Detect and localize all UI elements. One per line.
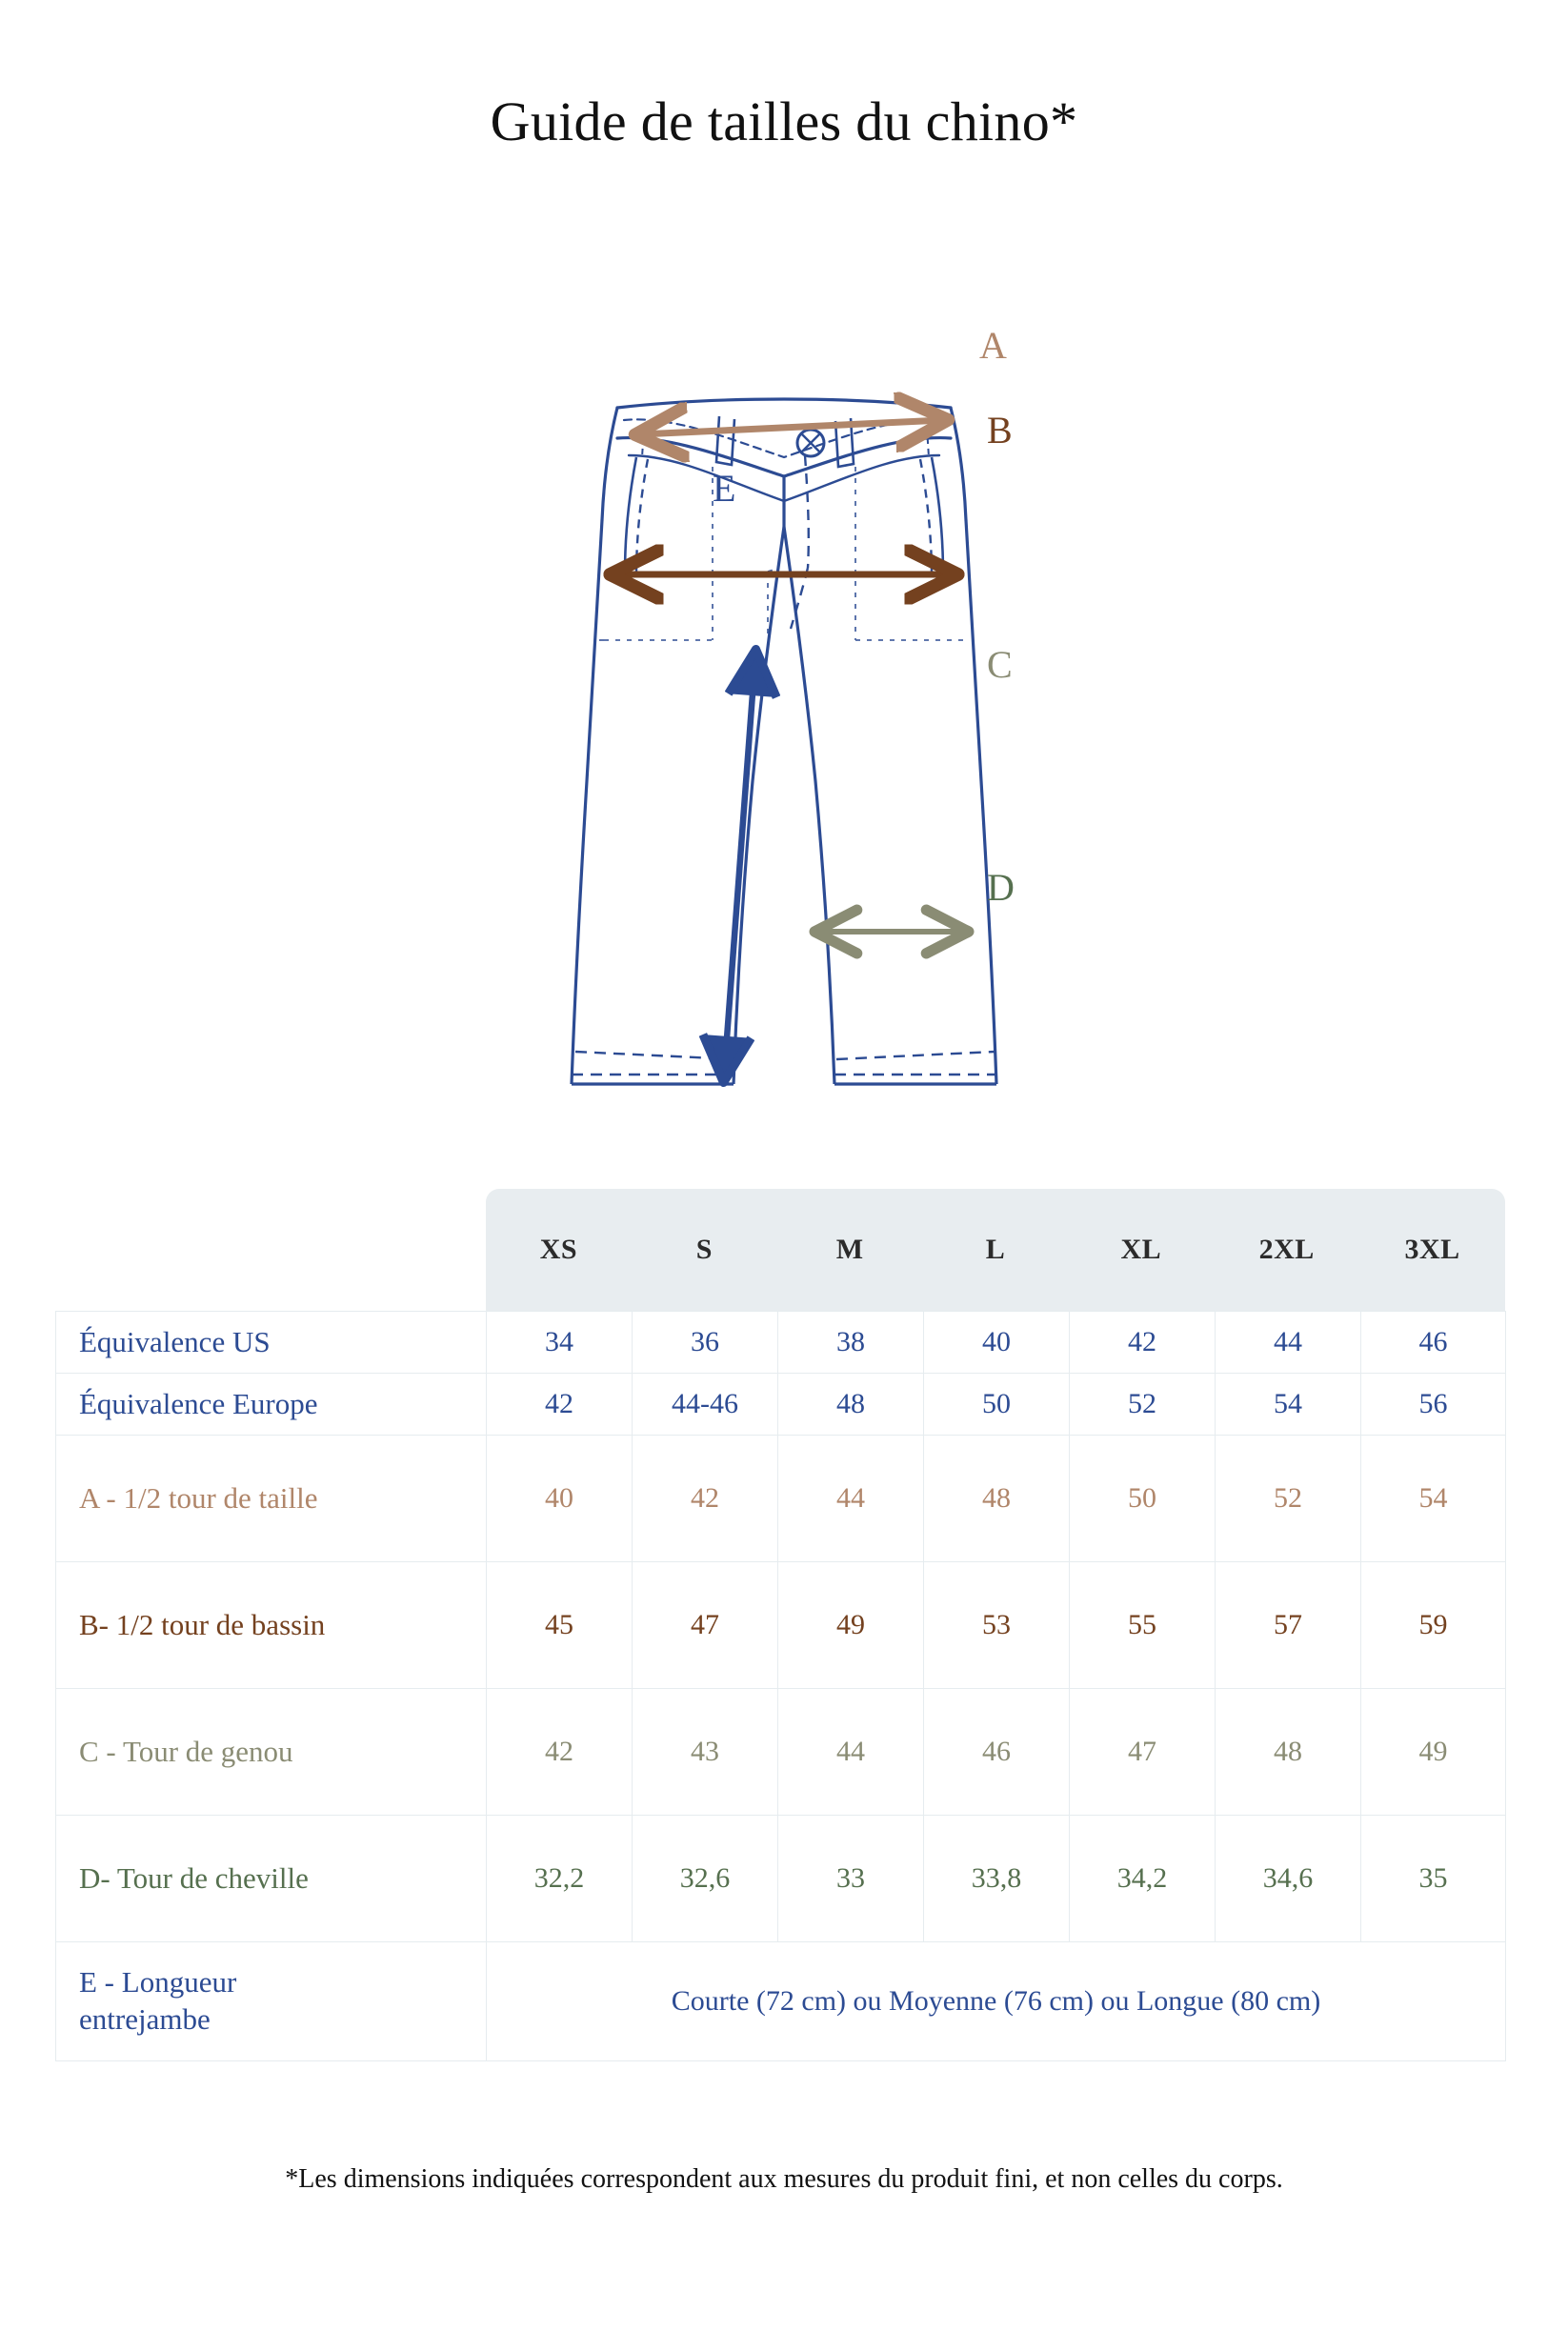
cell-b-xl: 55 <box>1070 1562 1216 1689</box>
cell-eu-l: 50 <box>924 1374 1070 1436</box>
size-header-xl: XL <box>1120 1234 1162 1265</box>
cell-eu-xs: 42 <box>487 1374 633 1436</box>
cell-b-l: 53 <box>924 1562 1070 1689</box>
cell-e-inseam-options: Courte (72 cm) ou Moyenne (76 cm) ou Longue (80 cm) <box>487 1942 1506 2061</box>
cell-c-2xl: 48 <box>1216 1689 1361 1816</box>
diagram-label-e: E <box>713 466 736 510</box>
cell-b-2xl: 57 <box>1216 1562 1361 1689</box>
arrow-e <box>724 655 755 1076</box>
pants-technical-drawing <box>0 152 1568 1110</box>
waist-button-icon <box>797 430 824 456</box>
cell-a-l: 48 <box>924 1436 1070 1562</box>
measurements-table <box>55 1311 1506 2061</box>
cell-a-2xl: 52 <box>1216 1436 1361 1562</box>
size-header-s: S <box>695 1234 713 1265</box>
cell-d-s: 32,6 <box>633 1816 778 1942</box>
cell-c-m: 44 <box>778 1689 924 1816</box>
cell-c-3xl: 49 <box>1361 1689 1506 1816</box>
diagram-label-d: D <box>987 865 1015 909</box>
size-header-2xl: 2XL <box>1258 1234 1315 1265</box>
table-row <box>56 1374 1506 1436</box>
cell-d-2xl: 34,6 <box>1216 1816 1361 1942</box>
row-label-d-tour-cheville: D- Tour de cheville <box>56 1816 487 1942</box>
cell-a-3xl: 54 <box>1361 1436 1506 1562</box>
row-label-a-demi-tour-taille: A - 1/2 tour de taille <box>56 1436 487 1562</box>
cell-d-3xl: 35 <box>1361 1816 1506 1942</box>
cell-us-xs: 34 <box>487 1312 633 1374</box>
cell-a-xs: 40 <box>487 1436 633 1562</box>
cell-us-l: 40 <box>924 1312 1070 1374</box>
cell-us-s: 36 <box>633 1312 778 1374</box>
cell-c-l: 46 <box>924 1689 1070 1816</box>
size-table-header <box>486 1189 1505 1311</box>
cell-d-l: 33,8 <box>924 1816 1070 1942</box>
table-row <box>56 1942 1506 2061</box>
footnote: *Les dimensions indiquées correspondent aux mesures du produit fini, et non celles du corps. <box>285 2164 1283 2194</box>
size-header-l: L <box>985 1234 1006 1265</box>
cell-eu-s: 44-46 <box>633 1374 778 1436</box>
diagram-label-b: B <box>987 408 1013 452</box>
cell-d-m: 33 <box>778 1816 924 1942</box>
diagram-label-a: A <box>979 323 1007 367</box>
cell-b-xs: 45 <box>487 1562 633 1689</box>
cell-b-s: 47 <box>633 1562 778 1689</box>
table-row <box>56 1312 1506 1374</box>
row-label-c-tour-genou: C - Tour de genou <box>56 1689 487 1816</box>
cell-us-2xl: 44 <box>1216 1312 1361 1374</box>
cell-us-m: 38 <box>778 1312 924 1374</box>
chino-measurement-diagram <box>0 152 1568 1110</box>
cell-a-m: 44 <box>778 1436 924 1562</box>
row-label-equivalence-europe: Équivalence Europe <box>56 1374 487 1436</box>
cell-c-s: 43 <box>633 1689 778 1816</box>
page-title: Guide de tailles du chino* <box>490 90 1078 152</box>
row-label-b-demi-tour-bassin: B- 1/2 tour de bassin <box>56 1562 487 1689</box>
arrow-a <box>640 420 943 434</box>
size-header-3xl: 3XL <box>1404 1234 1460 1265</box>
cell-a-s: 42 <box>633 1436 778 1562</box>
table-row <box>56 1562 1506 1689</box>
row-label-e-line2: entrejambe <box>79 2002 211 2036</box>
cell-eu-2xl: 54 <box>1216 1374 1361 1436</box>
cell-eu-xl: 52 <box>1070 1374 1216 1436</box>
row-label-e-longueur-entrejambe <box>56 1942 487 2061</box>
diagram-label-c: C <box>987 642 1013 686</box>
cell-eu-m: 48 <box>778 1374 924 1436</box>
cell-us-3xl: 46 <box>1361 1312 1506 1374</box>
cell-c-xs: 42 <box>487 1689 633 1816</box>
size-header-m: M <box>835 1234 864 1265</box>
cell-d-xl: 34,2 <box>1070 1816 1216 1942</box>
cell-eu-3xl: 56 <box>1361 1374 1506 1436</box>
cell-d-xs: 32,2 <box>487 1816 633 1942</box>
cell-a-xl: 50 <box>1070 1436 1216 1562</box>
table-row <box>56 1689 1506 1816</box>
cell-b-m: 49 <box>778 1562 924 1689</box>
cell-c-xl: 47 <box>1070 1689 1216 1816</box>
table-row <box>56 1816 1506 1942</box>
size-header-xs: XS <box>539 1234 578 1265</box>
row-label-e-line1: E - Longueur <box>79 1965 237 1999</box>
cell-us-xl: 42 <box>1070 1312 1216 1374</box>
table-row <box>56 1436 1506 1562</box>
cell-b-3xl: 59 <box>1361 1562 1506 1689</box>
row-label-equivalence-us: Équivalence US <box>56 1312 487 1374</box>
